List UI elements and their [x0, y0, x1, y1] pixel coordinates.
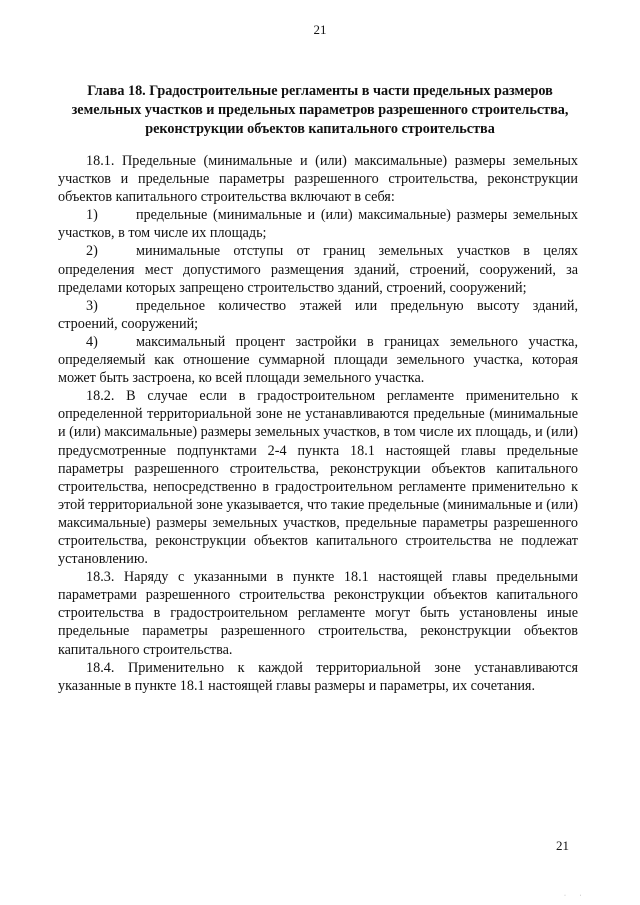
- list-item-number: 4): [86, 333, 98, 350]
- list-item-number: 3): [86, 297, 98, 314]
- paragraph-18-1: 18.1. Предельные (минимальные и (или) максимальные) размеры земельных участков и предельные параметры разрешенного строительства, реконструкции объектов капитального строительства включают в себя:: [58, 153, 578, 206]
- list-item-4: [58, 333, 578, 387]
- list-item-number: 1): [86, 207, 98, 224]
- paragraph-18-4: 18.4. Применительно к каждой территориальной зоне устанавливаются указанные в пункте 18.1 настоящей главы размеры и параметры, их сочетания.: [58, 659, 578, 694]
- list-item-text: предельное количество этажей или предельную высоту зданий, строений, сооружений;: [58, 297, 578, 332]
- scan-artifact: · ·: [564, 893, 588, 899]
- paragraph-18-3: 18.3. Наряду с указанными в пункте 18.1 настоящей главы предельными параметрами разрешенного строительства реконструкции объектов капитального строительства в градостроительном регламенте могут быть установлены иные предельные параметры разрешенного строительства, реконструкции объектов капитального строительства.: [58, 569, 578, 658]
- list-item-text: предельные (минимальные и (или) максимальные) размеры земельных участков, в том числе их площадь;: [58, 207, 578, 242]
- list-item-text: минимальные отступы от границ земельных участков в целях определения мест допустимого размещения зданий, строений, сооружений, за пределами которых запрещено строительство зданий, строений, сооружений;: [58, 243, 578, 296]
- list-item-2: [58, 242, 578, 296]
- list-item-3: [58, 297, 578, 333]
- paragraph-18-2: 18.2. В случае если в градостроительном регламенте применительно к определенной территориальной зоне не устанавливаются предельные (минимальные и (или) максимальные) размеры земельных участков, в том числе их площадь, и (или) предусмотренные подпунктами 2-4 пункта 18.1 настоящей главы предельные параметры разрешенного строительства, реконструкции объектов капитального строительства, непосредственно в градостроительном регламенте применительно к этой территориальной зоне указывается, что такие предельные (минимальные и (или) максимальные) размеры земельных участков, предельные параметры разрешенного строительства, реконструкции объектов капитального строительства не подлежат установлению.: [58, 388, 578, 568]
- chapter-title: Глава 18. Градостроительные регламенты в части предельных размеров земельных участков и предельных параметров разрешенного строительства, реконструкции объектов капитального строительства: [71, 83, 569, 137]
- list-item-1: [58, 206, 578, 242]
- list-item-number: 2): [86, 243, 98, 260]
- list-item-text: максимальный процент застройки в границах земельного участка, определяемый как отношение суммарной площади земельного участка, которая может быть застроена, ко всей площади земельного участка.: [58, 333, 578, 387]
- page-number-bottom: 21: [556, 838, 569, 853]
- page-number-top: 21: [313, 22, 327, 37]
- chapter-body: [58, 152, 578, 695]
